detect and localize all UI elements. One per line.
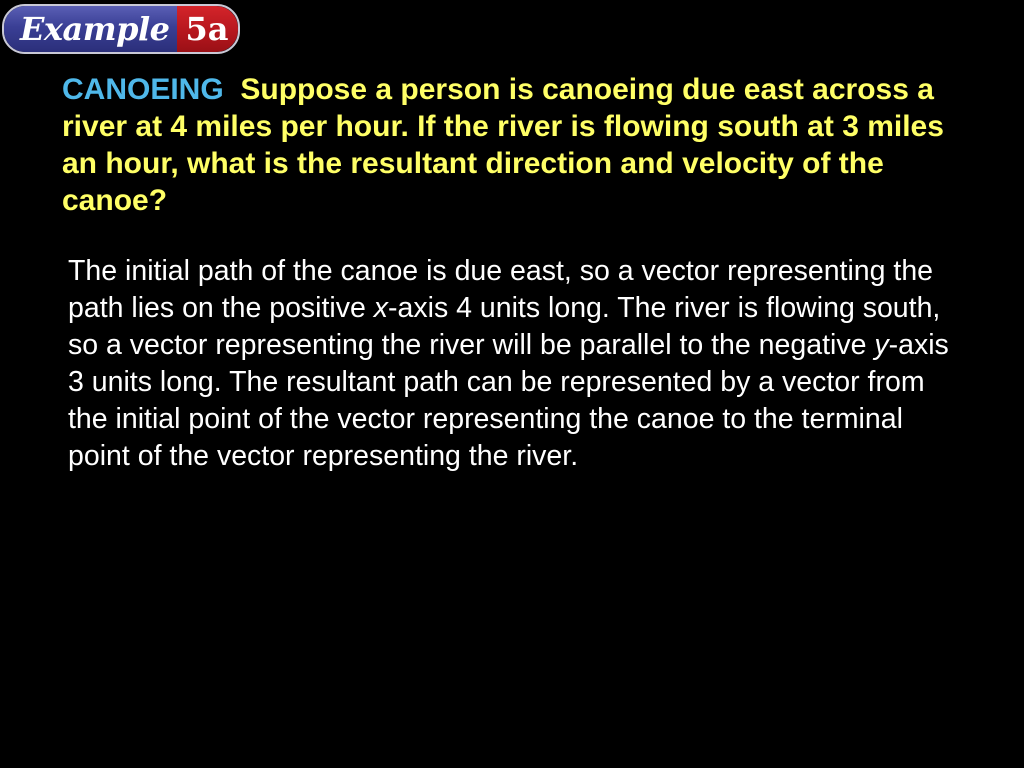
problem-statement [62, 71, 972, 219]
variable-x: x [373, 292, 389, 324]
problem-keyword: CANOEING [62, 73, 224, 106]
problem-question: Suppose a person is canoeing due east across a river at 4 miles per hour. If the river is flowing south at 3 miles an hour, what is the resultant direction and velocity of the canoe? [62, 73, 944, 217]
explanation-part-2: -axis 4 units long. The river is flowing south, so a vector representing the river will be parallel to the negative [68, 292, 941, 361]
explanation-part-1: The initial path of the canoe is due east, so a vector representing the path lies on the positive [68, 255, 934, 324]
variable-y: y [874, 329, 889, 361]
example-number: 5a [177, 6, 238, 52]
explanation-paragraph [68, 253, 968, 475]
example-label: Example [4, 6, 177, 52]
explanation-part-3: -axis 3 units long. The resultant path can be represented by a vector from the initial point of the vector representing the canoe to the terminal point of the vector representing the river. [68, 329, 949, 472]
example-badge [2, 4, 240, 54]
